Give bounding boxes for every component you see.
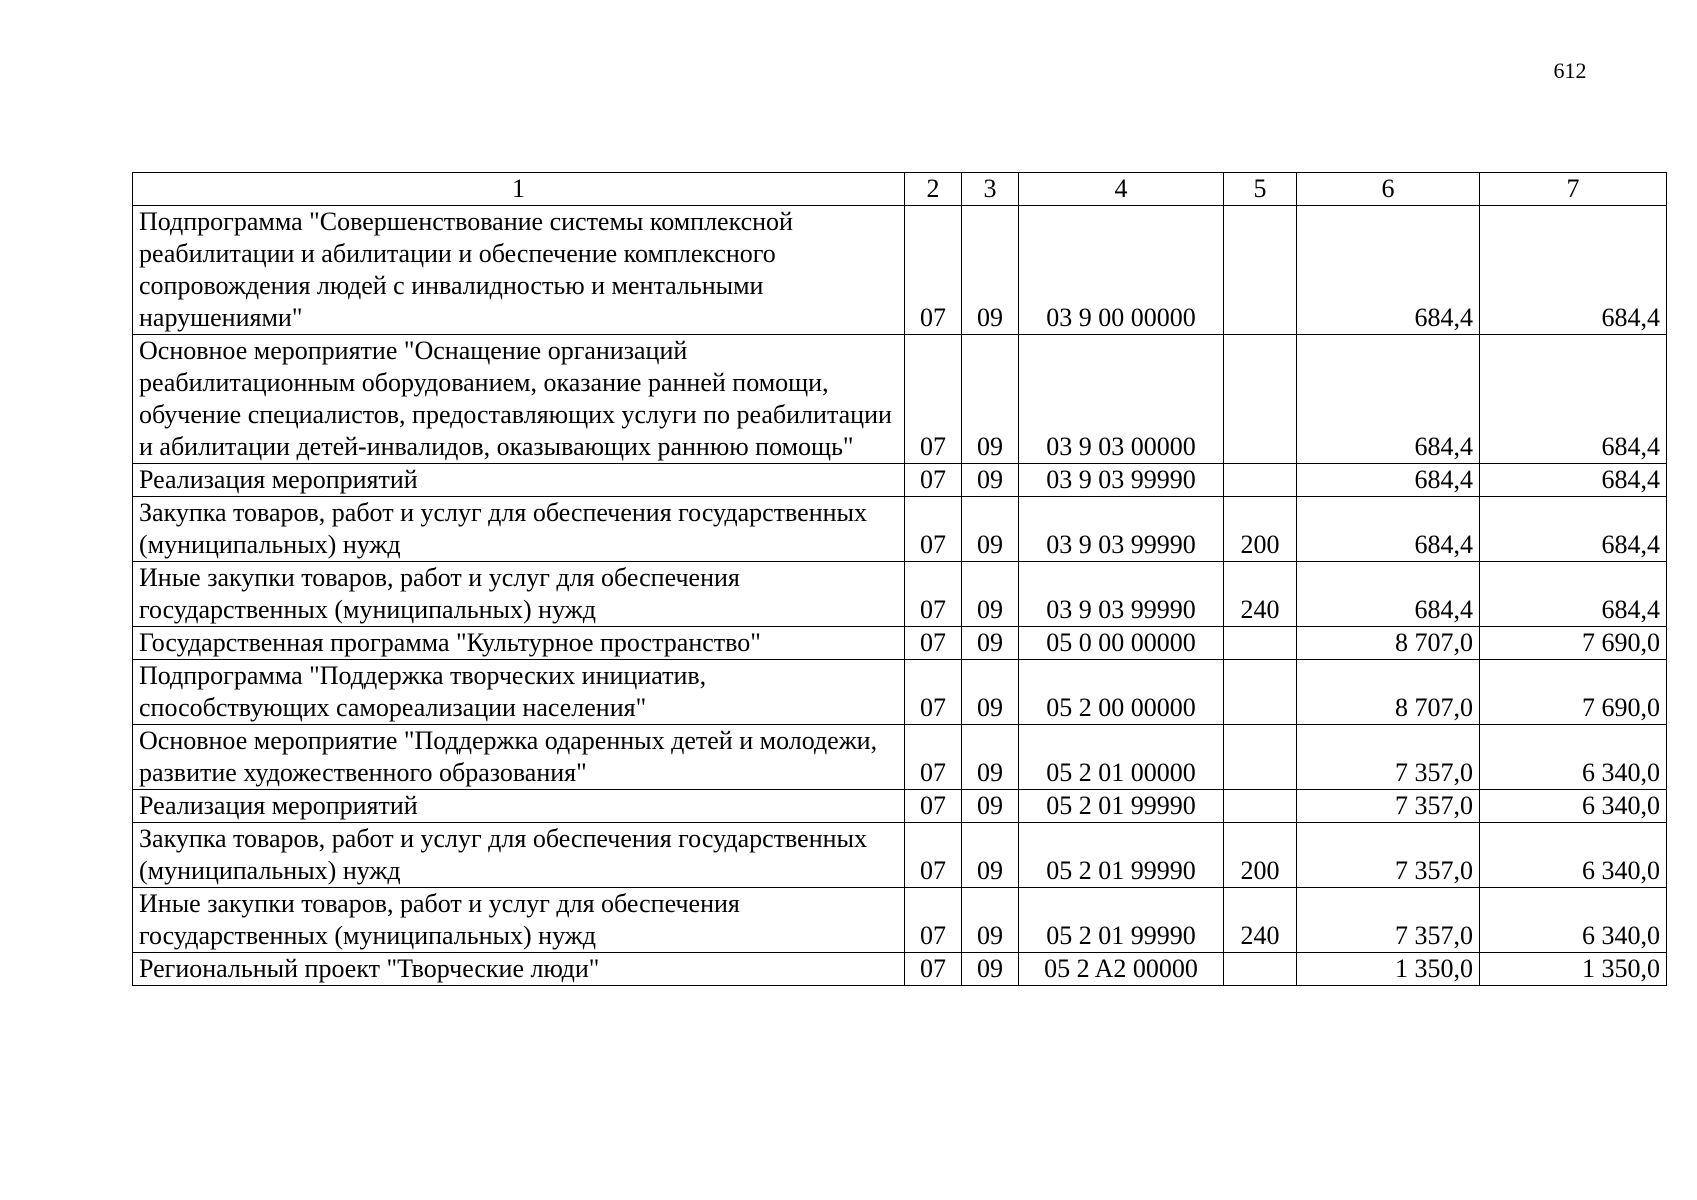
amount-col6-cell: 684,4 xyxy=(1297,562,1480,627)
amount-col7-cell: 6 340,0 xyxy=(1480,790,1667,823)
item-name-cell: Региональный проект "Творческие люди" xyxy=(133,953,905,986)
section-code-cell: 07 xyxy=(905,464,962,497)
target-article-cell: 03 9 03 99990 xyxy=(1019,464,1224,497)
subsection-code-cell: 09 xyxy=(962,206,1019,335)
amount-col7-cell: 684,4 xyxy=(1480,497,1667,562)
target-article-cell: 05 2 A2 00000 xyxy=(1019,953,1224,986)
expense-type-cell xyxy=(1224,725,1297,790)
target-article-cell: 05 2 01 99990 xyxy=(1019,823,1224,888)
table-row xyxy=(133,823,1667,888)
expense-type-cell xyxy=(1224,953,1297,986)
section-code-cell: 07 xyxy=(905,790,962,823)
table-row xyxy=(133,790,1667,823)
section-code-cell: 07 xyxy=(905,497,962,562)
header-cell: 1 xyxy=(133,173,905,206)
target-article-cell: 03 9 03 99990 xyxy=(1019,497,1224,562)
amount-col7-cell: 1 350,0 xyxy=(1480,953,1667,986)
budget-table xyxy=(132,172,1667,986)
subsection-code-cell: 09 xyxy=(962,627,1019,660)
header-cell: 7 xyxy=(1480,173,1667,206)
subsection-code-cell: 09 xyxy=(962,953,1019,986)
target-article-cell: 05 0 00 00000 xyxy=(1019,627,1224,660)
subsection-code-cell: 09 xyxy=(962,464,1019,497)
amount-col6-cell: 7 357,0 xyxy=(1297,888,1480,953)
target-article-cell: 05 2 01 00000 xyxy=(1019,725,1224,790)
section-code-cell: 07 xyxy=(905,823,962,888)
item-name-cell: Основное мероприятие "Оснащение организаций реабилитационным оборудованием, оказание ранней помощи, обучение специалистов, предоставляющих услуги по реабилитации и абилитации детей-инвалидов, оказывающих раннюю помощь" xyxy=(133,335,905,464)
target-article-cell: 05 2 01 99990 xyxy=(1019,888,1224,953)
expense-type-cell xyxy=(1224,206,1297,335)
expense-type-cell: 240 xyxy=(1224,888,1297,953)
table-row xyxy=(133,953,1667,986)
item-name-cell: Реализация мероприятий xyxy=(133,790,905,823)
item-name-cell: Иные закупки товаров, работ и услуг для обеспечения государственных (муниципальных) нужд xyxy=(133,888,905,953)
amount-col7-cell: 684,4 xyxy=(1480,206,1667,335)
item-name-cell: Государственная программа "Культурное пространство" xyxy=(133,627,905,660)
amount-col6-cell: 684,4 xyxy=(1297,206,1480,335)
subsection-code-cell: 09 xyxy=(962,660,1019,725)
amount-col6-cell: 684,4 xyxy=(1297,464,1480,497)
subsection-code-cell: 09 xyxy=(962,888,1019,953)
table-row xyxy=(133,888,1667,953)
target-article-cell: 05 2 01 99990 xyxy=(1019,790,1224,823)
item-name-cell: Основное мероприятие "Поддержка одаренных детей и молодежи, развитие художественного образования" xyxy=(133,725,905,790)
table-row xyxy=(133,206,1667,335)
expense-type-cell: 200 xyxy=(1224,823,1297,888)
item-name-cell: Иные закупки товаров, работ и услуг для обеспечения государственных (муниципальных) нужд xyxy=(133,562,905,627)
amount-col7-cell: 6 340,0 xyxy=(1480,823,1667,888)
table-row xyxy=(133,660,1667,725)
amount-col7-cell: 6 340,0 xyxy=(1480,888,1667,953)
table-row xyxy=(133,627,1667,660)
subsection-code-cell: 09 xyxy=(962,562,1019,627)
amount-col7-cell: 684,4 xyxy=(1480,335,1667,464)
amount-col6-cell: 7 357,0 xyxy=(1297,823,1480,888)
expense-type-cell xyxy=(1224,627,1297,660)
amount-col7-cell: 684,4 xyxy=(1480,562,1667,627)
section-code-cell: 07 xyxy=(905,953,962,986)
table-row xyxy=(133,725,1667,790)
expense-type-cell xyxy=(1224,790,1297,823)
subsection-code-cell: 09 xyxy=(962,497,1019,562)
header-cell: 5 xyxy=(1224,173,1297,206)
item-name-cell: Закупка товаров, работ и услуг для обеспечения государственных (муниципальных) нужд xyxy=(133,497,905,562)
amount-col6-cell: 1 350,0 xyxy=(1297,953,1480,986)
header-cell: 3 xyxy=(962,173,1019,206)
amount-col6-cell: 684,4 xyxy=(1297,335,1480,464)
target-article-cell: 03 9 03 99990 xyxy=(1019,562,1224,627)
expense-type-cell xyxy=(1224,660,1297,725)
subsection-code-cell: 09 xyxy=(962,335,1019,464)
expense-type-cell: 240 xyxy=(1224,562,1297,627)
table-row xyxy=(133,335,1667,464)
target-article-cell: 03 9 03 00000 xyxy=(1019,335,1224,464)
section-code-cell: 07 xyxy=(905,660,962,725)
item-name-cell: Подпрограмма "Совершенствование системы комплексной реабилитации и абилитации и обеспечение комплексного сопровождения людей с инвалидностью и ментальными нарушениями" xyxy=(133,206,905,335)
amount-col7-cell: 7 690,0 xyxy=(1480,627,1667,660)
header-cell: 6 xyxy=(1297,173,1480,206)
table-row xyxy=(133,497,1667,562)
section-code-cell: 07 xyxy=(905,335,962,464)
section-code-cell: 07 xyxy=(905,562,962,627)
expense-type-cell xyxy=(1224,464,1297,497)
item-name-cell: Закупка товаров, работ и услуг для обеспечения государственных (муниципальных) нужд xyxy=(133,823,905,888)
amount-col6-cell: 7 357,0 xyxy=(1297,790,1480,823)
subsection-code-cell: 09 xyxy=(962,725,1019,790)
section-code-cell: 07 xyxy=(905,725,962,790)
section-code-cell: 07 xyxy=(905,206,962,335)
amount-col6-cell: 8 707,0 xyxy=(1297,660,1480,725)
page-number: 612 xyxy=(1553,58,1587,83)
table-row xyxy=(133,464,1667,497)
table-row xyxy=(133,562,1667,627)
target-article-cell: 03 9 00 00000 xyxy=(1019,206,1224,335)
amount-col7-cell: 684,4 xyxy=(1480,464,1667,497)
item-name-cell: Подпрограмма "Поддержка творческих инициатив, способствующих самореализации населения" xyxy=(133,660,905,725)
amount-col6-cell: 8 707,0 xyxy=(1297,627,1480,660)
expense-type-cell: 200 xyxy=(1224,497,1297,562)
header-cell: 4 xyxy=(1019,173,1224,206)
amount-col7-cell: 7 690,0 xyxy=(1480,660,1667,725)
table-header-row xyxy=(133,173,1667,206)
subsection-code-cell: 09 xyxy=(962,823,1019,888)
subsection-code-cell: 09 xyxy=(962,790,1019,823)
target-article-cell: 05 2 00 00000 xyxy=(1019,660,1224,725)
amount-col6-cell: 7 357,0 xyxy=(1297,725,1480,790)
header-cell: 2 xyxy=(905,173,962,206)
section-code-cell: 07 xyxy=(905,627,962,660)
expense-type-cell xyxy=(1224,335,1297,464)
amount-col6-cell: 684,4 xyxy=(1297,497,1480,562)
amount-col7-cell: 6 340,0 xyxy=(1480,725,1667,790)
item-name-cell: Реализация мероприятий xyxy=(133,464,905,497)
section-code-cell: 07 xyxy=(905,888,962,953)
